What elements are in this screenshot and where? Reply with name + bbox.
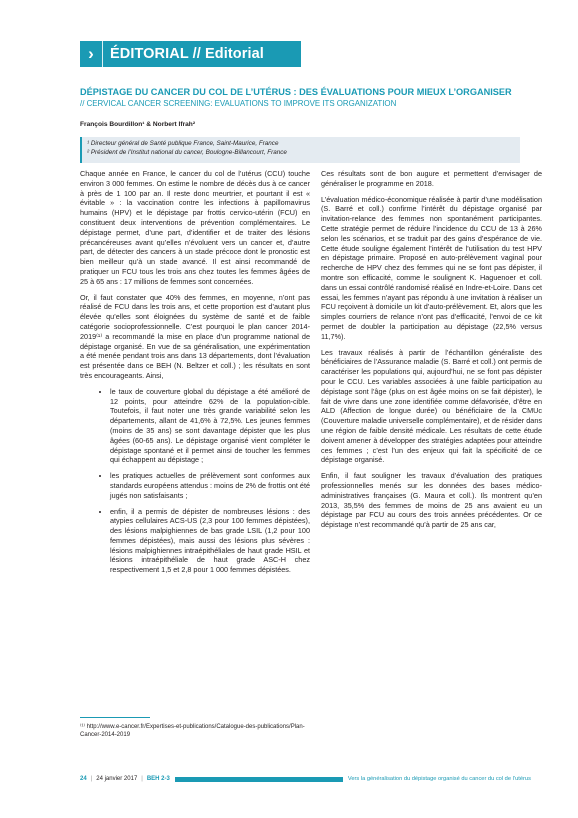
paragraph-6: Enfin, il faut souligner les travaux d’évaluation des pratiques professionnelles menés sur les données des bases médico-administratives françaises (G. Maura et coll.). Ils montrent qu’en 2013, 35,5% des femmes de moins de 25 ans avaient eu un dépistage par FCU au cours des trois années précédentes. Or ce dépistage n’est recommandé qu’à partir de 25 ans car, (321, 471, 542, 530)
footer-separator: | (141, 776, 143, 782)
paragraph-3: Ces résultats sont de bon augure et permettent d’envisager de généraliser le programme en 2018. (321, 169, 542, 188)
list-item: • enfin, il a permis de dépister de nombreuses lésions : des atypies cellulaires ACS-US (2,3 pour 100 femmes dépistées), des lésions malpighiennes de bas grade LSIL (1,2 pour 100 femmes dépistées), mais aussi des lésions plus sévères : lésions malpighiennes intraépithéliales de haut grade HSIL et lésions intraépithéliale de haut grade ASC-H chez respectivement 1,5 et 2,8 pour 1 000 femmes dépistées. (110, 507, 310, 576)
page-number: 24 (80, 776, 87, 782)
column-left (80, 169, 310, 581)
article-title: DÉPISTAGE DU CANCER DU COL DE L’UTÉRUS : DES ÉVALUATIONS POUR MIEUX L’ORGANISER (80, 87, 512, 97)
paragraph-4: L’évaluation médico-économique réalisée à partir d’une modélisation (S. Barré et coll.) confirme l’intérêt du dépistage organisé par invitation-relance des femmes non spontanément participantes. Cette stratégie permet de réduire l’incidence du CCU de 13 à 26% selon les scénarios, et se traduit par des gains d’espérance de vie. Cette étude souligne également l’intérêt de l’utilisation du test HPV en dépistage primaire. Proposé en auto-prélèvement vaginal pour recherche de HPV chez des femmes qui ne se font pas dépister, il montre son efficacité, comme le soulignent K. Haguenoer et coll. dans un essai contrôlé randomisé réalisé en Indre-et-Loire. Dans cet essai, les femmes n’ayant pas répondu à une invitation à réaliser un FCU reçoivent à domicile un kit d’auto-prélèvement. Et, alors que les simples courriers de relance n’ont pas d’efficacité, l’envoi de ce kit permet de doubler la participation au dépistage (22,5% versus 11,7%). (321, 194, 542, 341)
paragraph-2: Or, il faut constater que 40% des femmes, en moyenne, n’ont pas réalisé de FCU dans les trois ans, et cette proportion est d’autant plus élevée qu’elles sont éloignées du système de santé et de faible catégorie socioprofessionnelle. C’est pourquoi le plan cancer 2014-2019⁽¹⁾ a recommandé la mise en place d’un programme national de dépistage organisé. En vue de sa généralisation, une expérimentation a été menée pendant trois ans dans 13 départements, dont l’évaluation est présentée dans ce BEH (N. Beltzer et coll.) ; les résultats en sont très encourageants. Ainsi, (80, 292, 310, 380)
issue-label: BEH 2-3 (146, 776, 170, 782)
chevron-right-icon: › (80, 41, 103, 67)
paragraph-1: Chaque année en France, le cancer du col de l’utérus (CCU) touche environ 3 000 femmes. On estime le nombre de décès dus à ce cancer à près de 1 100 par an. Il reste donc meurtrier, et pourtant il est « évitable » : la vaccination contre les infections à papillomavirus humains (HPV) et le dépistage par frottis cervico-utérin (FCU) en constituent deux interventions de prévention complémentaires. Le dépistage permet, d’une part, d’identifier et de traiter des lésions précancéreuses avant qu’elles n’évoluent vers un cancer et, d’autre part, de détecter des cancers à un stade précoce dont le pronostic est bien meilleur qu’à un stade avancé. Il est ainsi recommandé de pratiquer un FCU tous les trois ans chez toutes les femmes âgées de 25 à 65 ans : 17 millions de femmes sont concernées. (80, 169, 310, 286)
footer-separator: | (90, 776, 93, 782)
footnote-divider (80, 717, 150, 718)
section-header (80, 41, 301, 67)
issue-topic: Vers la généralisation du dépistage organisé du cancer du col de l’utérus (347, 776, 531, 782)
findings-list (80, 387, 310, 575)
page-footer (80, 773, 542, 785)
affiliation-2: ² Président de l’Institut national du cancer, Boulogne-Billancourt, France (87, 149, 287, 156)
section-title: ÉDITORIAL // Editorial (110, 46, 264, 62)
list-item: • le taux de couverture global du dépistage a été amélioré de 12 points, pour atteindre 62% de la population-cible. Toutefois, il faut noter une très grande variabilité selon les départements, allant de 41,6% à 72,5%. Les jeunes femmes (moins de 35 ans) se sont davantage dépister que les plus âgées (60-65 ans). Le dépistage organisé vient compléter le dépistage spontané et il permet ainsi de toucher les femmes qui échappent au dépistage ; (110, 387, 310, 465)
footnote: ⁽¹⁾ http://www.e-cancer.fr/Expertises-et-publications/Catalogue-des-publications/Plan-Cancer-2014-2019 (80, 724, 305, 738)
list-item: • les pratiques actuelles de prélèvement sont conformes aux standards européens attendus : moins de 2% de frottis ont été jugés non satisfaisants ; (110, 471, 310, 500)
affiliation-1: ¹ Directeur général de Santé publique France, Saint-Maurice, France (87, 140, 279, 147)
column-right (321, 169, 542, 536)
paragraph-5: Les travaux réalisés à partir de l’échantillon généraliste des bénéficiaires de l’Assurance maladie (S. Barré et coll.) ont permis de caractériser les populations qui, aujourd’hui, ne se font pas dépister pour le CCU. Les variables associées à une faible participation au dépistage sont l’âge (plus on est âgée moins on se fait dépister), le fait de vivre dans une zone identifiée comme défavorisée, d’être en ALD (Affection de longue durée) ou bénéficiaire de la CMUc (Couverture maladie universelle complémentaire), et de résider dans une région de faible densité médicale. Les résultats de cette étude doivent amener à développer des stratégies adaptées pour atteindre ces femmes ; c’est l’un des enjeux qui fait la spécificité de ce dépistage organisé. (321, 347, 542, 465)
affiliations-box (80, 137, 520, 163)
footer-accent-bar (175, 777, 343, 782)
article-subtitle: // CERVICAL CANCER SCREENING: EVALUATIONS TO IMPROVE ITS ORGANIZATION (80, 99, 397, 108)
authors: François Bourdillon¹ & Norbert Ifrah² (80, 121, 196, 128)
issue-date: 24 janvier 2017 (96, 776, 138, 782)
